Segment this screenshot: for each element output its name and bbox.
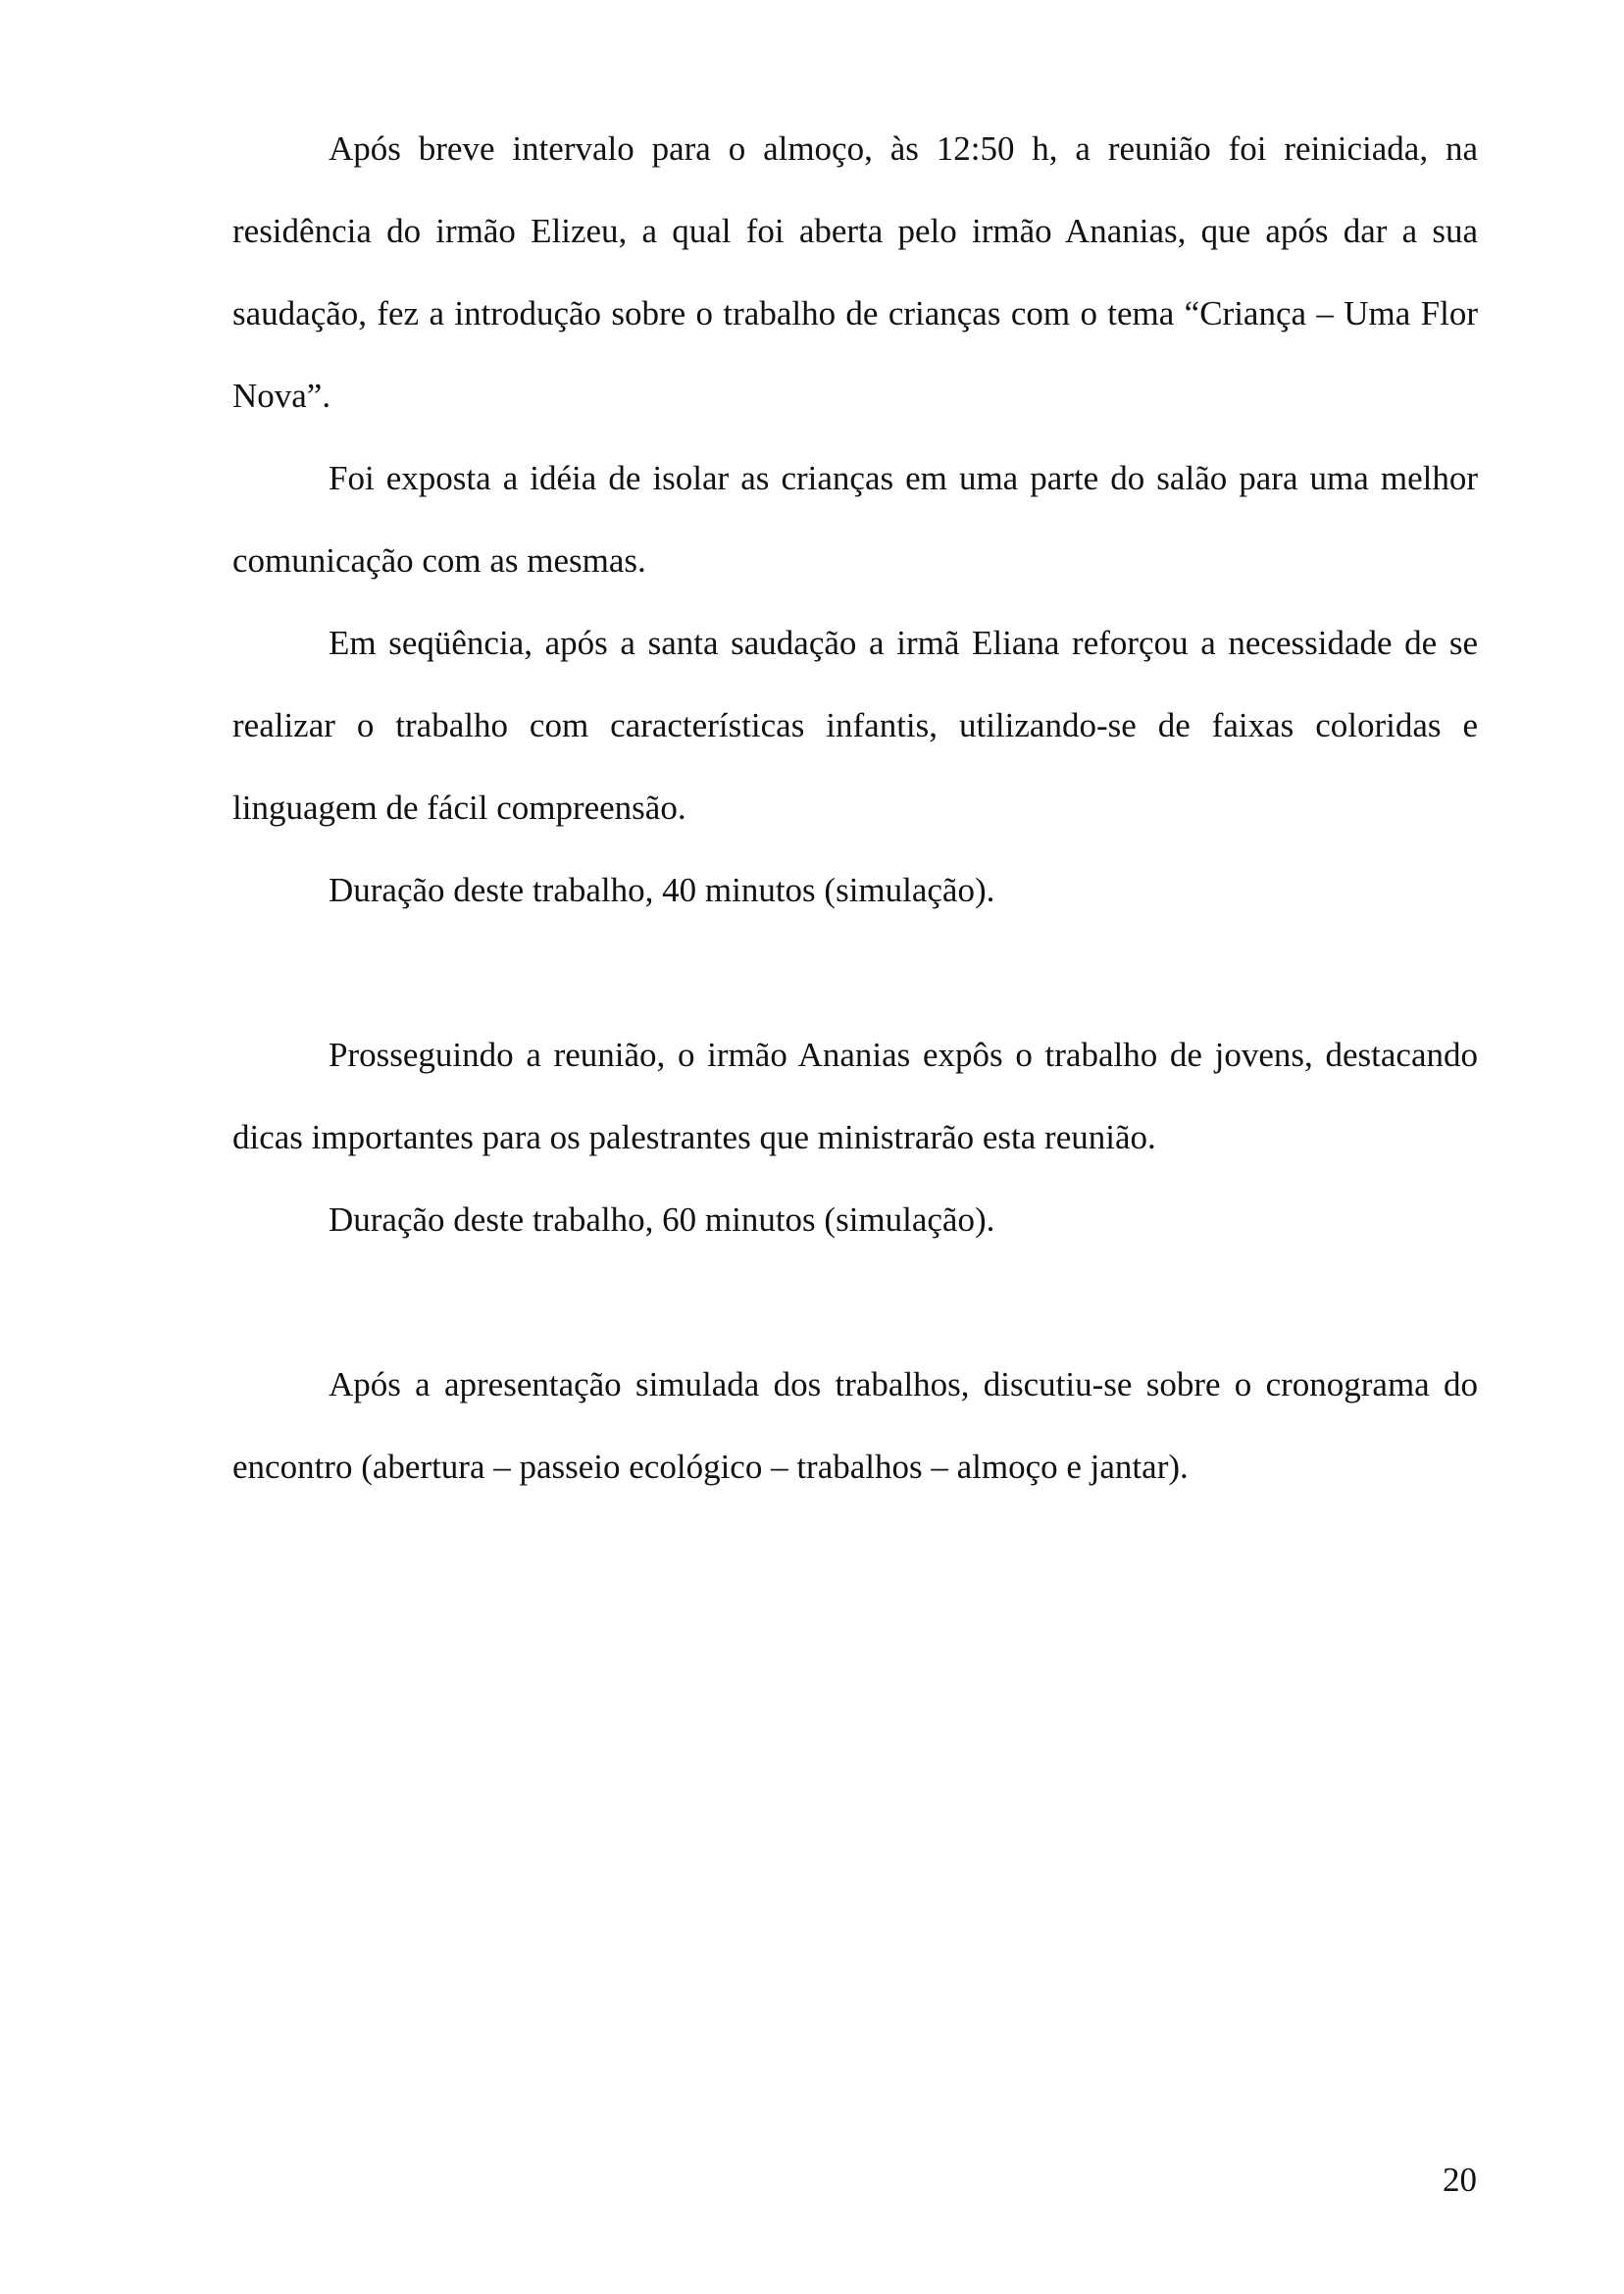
page-number: 20 — [1443, 2161, 1477, 2199]
paragraph-isolate-children: Foi exposta a idéia de isolar as crianças em uma parte do salão para uma melhor comunicação com as mesmas. — [232, 459, 1478, 580]
document-body — [232, 108, 1478, 1508]
paragraph-spacer — [232, 1261, 1478, 1344]
paragraph-schedule: Após a apresentação simulada dos trabalhos, discutiu-se sobre o cronograma do encontro (abertura – passeio ecológico – trabalhos – almoço e jantar). — [232, 1365, 1478, 1486]
paragraph-duration-40: Duração deste trabalho, 40 minutos (simulação). — [329, 871, 995, 909]
paragraph-duration-60: Duração deste trabalho, 60 minutos (simulação). — [329, 1200, 995, 1239]
paragraph-spacer — [232, 932, 1478, 1014]
paragraph-eliana-reinforced: Em seqüência, após a santa saudação a irmã Eliana reforçou a necessidade de se realizar o trabalho com características infantis, utilizando-se de faixas coloridas e linguagem de fácil compreensão. — [232, 624, 1478, 827]
paragraph-youth-work: Prosseguindo a reunião, o irmão Ananias expôs o trabalho de jovens, destacando dicas importantes para os palestrantes que ministrarão esta reunião. — [232, 1036, 1478, 1156]
paragraph-lunch-break: Após breve intervalo para o almoço, às 12:50 h, a reunião foi reiniciada, na residência do irmão Elizeu, a qual foi aberta pelo irmão Ananias, que após dar a sua saudação, fez a introdução sobre o trabalho de crianças com o tema “Criança – Uma Flor Nova”. — [232, 129, 1478, 415]
